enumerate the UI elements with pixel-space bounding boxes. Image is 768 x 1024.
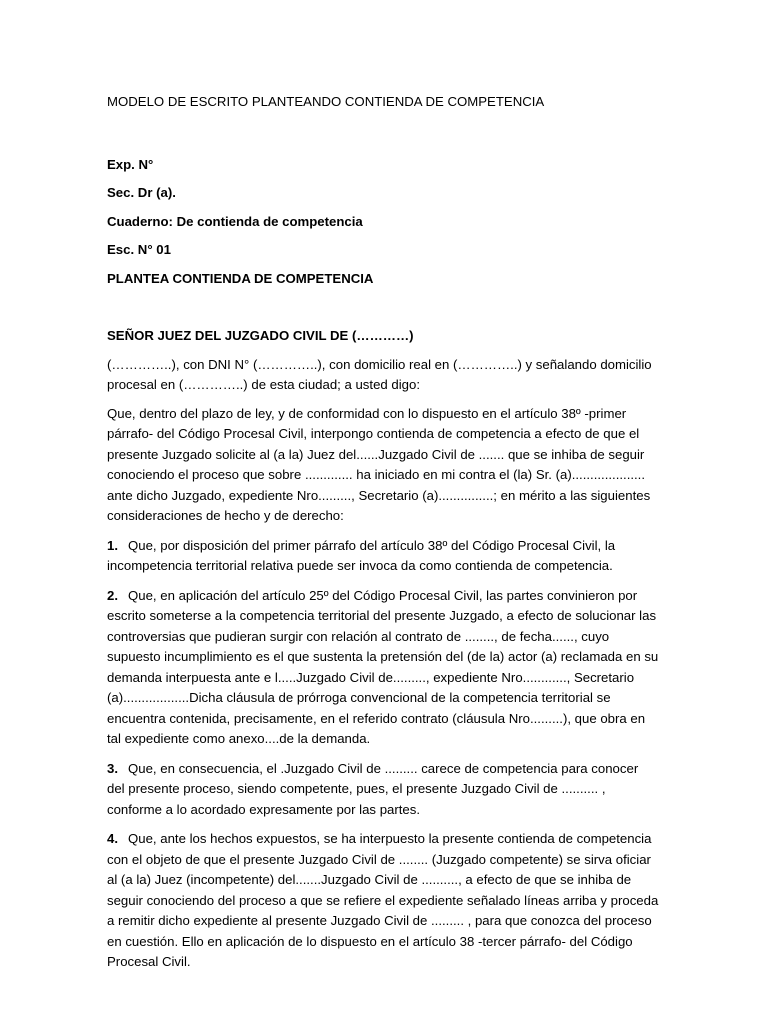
item-text: Que, ante los hechos expuestos, se ha interpuesto la presente contienda de competencia con el objeto de que el presente Juzgado Civil de ........ (Juzgado competente) se sirva oficiar al (a la) Juez (incompetente) del.......Juzgado Civil de .........., a efecto de que se inhiba de seguir conociendo del proceso a que se refiere el expediente señalado líneas arriba y proceda a remitir dicho expediente al presente Juzgado Civil de ......... , para que conozca del proceso en cuestión. Ello en aplicación de lo dispuesto en el artículo 38 -tercer párrafo- del Código Procesal Civil.: [107, 831, 659, 969]
numbered-item-3: [107, 759, 659, 821]
item-number: 4.: [107, 831, 118, 846]
addressee: SEÑOR JUEZ DEL JUZGADO CIVIL DE (…………): [107, 328, 414, 343]
item-text: Que, por disposición del primer párrafo del artículo 38º del Código Procesal Civil, la incompetencia territorial relativa puede ser invoca da como contienda de competencia.: [107, 537, 616, 573]
case-writ-number: Esc. N° 01: [107, 242, 171, 257]
item-text: Que, en aplicación del artículo 25º del Código Procesal Civil, las partes convinieron por escrito someterse a la competencia territorial del presente Juzgado, a efecto de solucionar las controversias que pudieran surgir con relación al contrato de ........, de fecha......, cuyo supuesto incumplimiento es el que sustenta la pretensión del (de la) actor (a) reclamada en su demanda interpuesta ante e l.....Juzgado Civil de........., expediente Nro............, Secretario (a)..................Dicha cláusula de prórroga convencional de la competencia territorial se encuentra contenida, precisamente, en el referido contrato (cláusula Nro.........), que obra en tal expediente como anexo....de la demanda.: [107, 587, 659, 746]
item-number: 2.: [107, 587, 118, 603]
numbered-item-2: [107, 586, 659, 750]
case-secretary: Sec. Dr (a).: [107, 185, 176, 200]
opening-paragraph: Que, dentro del plazo de ley, y de conformidad con lo dispuesto en el artículo 38º -primer párrafo- del Código Procesal Civil, interpongo contienda de competencia a efecto de que el presente Juzgado solicite al (a la) Juez del......Juzgado Civil de ....... que se inhiba de seguir conociendo el proceso que sobre ............. ha iniciado en mi contra el (la) Sr. (a).................... ante dicho Juzgado, expediente Nro........., Secretario (a)...............; en mérito a las siguientes consideraciones de hecho y de derecho:: [107, 405, 651, 523]
document-title: MODELO DE ESCRITO PLANTEANDO CONTIENDA DE COMPETENCIA: [107, 94, 545, 109]
item-text: Que, en consecuencia, el .Juzgado Civil de ......... carece de competencia para conocer del presente proceso, siendo competente, pues, el presente Juzgado Civil de .......... , conforme a lo acordado expresamente por las partes.: [107, 760, 639, 817]
case-subject: PLANTEA CONTIENDA DE COMPETENCIA: [107, 270, 374, 286]
case-header: [107, 155, 659, 290]
intro-paragraph: (…………..), con DNI N° (…………..), con domicilio real en (…………..) y señalando domicilio procesal en (…………..) de esta ciudad; a usted digo:: [107, 356, 652, 392]
case-expediente: Exp. N°: [107, 156, 154, 172]
document-body: [107, 92, 659, 982]
item-number: 1.: [107, 537, 118, 553]
case-notebook: Cuaderno: De contienda de competencia: [107, 213, 363, 229]
item-number: 3.: [107, 760, 118, 776]
numbered-item-1: [107, 536, 659, 577]
numbered-item-4: [107, 829, 659, 973]
